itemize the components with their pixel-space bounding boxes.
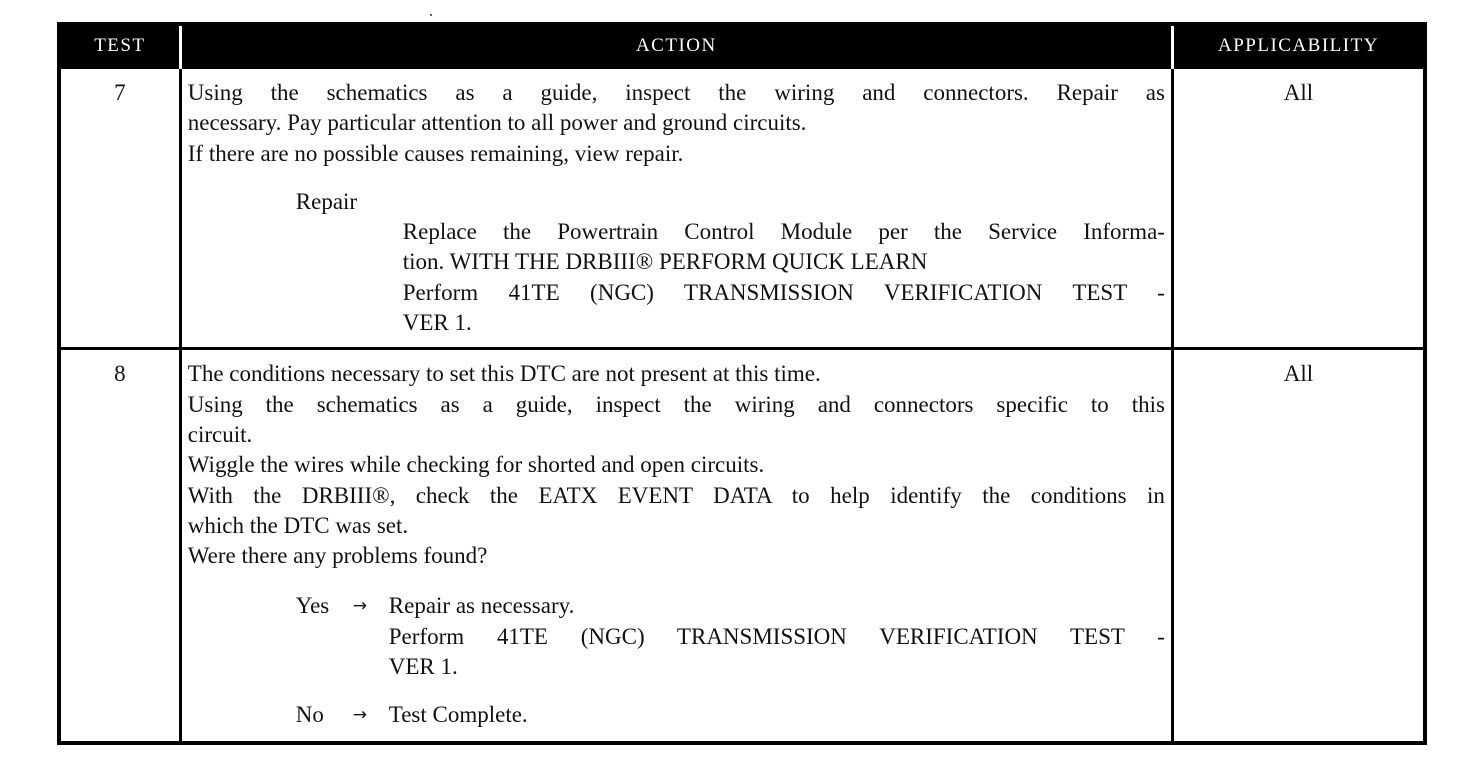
action-line: Wiggle the wires while checking for shorted and open circuits. [187,452,765,478]
no-instructions [389,700,1165,730]
action-line: The conditions necessary to set this DTC are not present at this time. [187,361,821,387]
header-action: ACTION [180,24,1172,68]
yes-line: VER 1. [388,654,458,680]
applicability-value: All [1172,68,1425,349]
diagnostic-test-table [57,22,1427,745]
action-cell [180,68,1172,349]
right-arrow-icon: → [352,705,368,726]
yes-label: Yes [295,593,330,619]
header-applicability: APPLICABILITY [1172,24,1425,68]
test-number: 7 [59,68,180,349]
action-line: Were there any problems found? [187,543,488,569]
no-branch [296,700,1165,730]
yes-branch [296,591,1165,682]
repair-line: VER 1. [402,310,472,336]
repair-line: tion. WITH THE DRBIII® PERFORM QUICK LEARN [402,249,928,275]
action-line: With the DRBIII®, check the EATX EVENT DATA to help identify the conditions in [187,482,1165,508]
action-line: which the DTC was set. [187,512,409,538]
action-line: Using the schematics as a guide, inspect the wiring and connectors specific to this [187,391,1165,417]
no-label: No [295,702,324,728]
header-test: TEST [59,24,180,68]
repair-label: Repair [295,188,358,214]
table-row [59,349,1425,743]
yes-instructions [389,591,1165,682]
repair-instructions [403,217,1165,338]
repair-line: Perform 41TE (NGC) TRANSMISSION VERIFICATION TEST - [402,279,1165,305]
action-line: circuit. [187,421,253,447]
action-line: necessary. Pay particular attention to all power and ground circuits. [187,110,807,136]
yes-line: Perform 41TE (NGC) TRANSMISSION VERIFICATION TEST - [388,623,1165,649]
action-line: If there are no possible causes remaining, view repair. [187,140,684,166]
yes-line: Repair as necessary. [388,593,575,619]
table-row [59,68,1425,349]
action-line: Using the schematics as a guide, inspect the wiring and connectors. Repair as [187,80,1165,105]
right-arrow-icon: → [352,596,368,617]
repair-line: Replace the Powertrain Control Module per the Service Informa- [402,219,1165,245]
applicability-value: All [1172,349,1425,743]
repair-block [296,187,1165,338]
test-number: 8 [59,349,180,743]
scan-speck [430,14,432,16]
action-cell [180,349,1172,743]
table-header-row [59,24,1425,68]
no-line: Test Complete. [388,702,528,728]
